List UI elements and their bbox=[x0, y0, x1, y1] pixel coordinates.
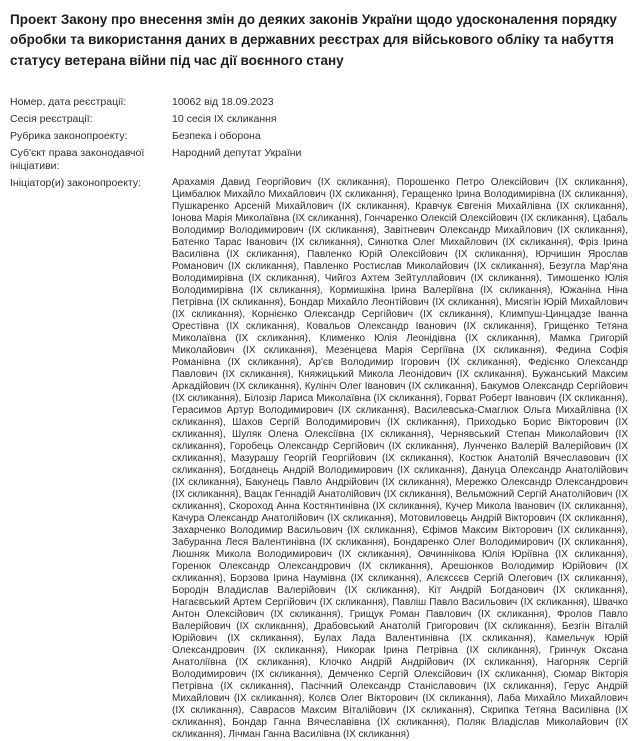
field-row-rubric bbox=[10, 130, 628, 143]
initiators-list: Арахамія Давид Георгійович (ІХ скликання), Порошенко Петро Олексійович (ІХ скликання), Цимбалюк Михайло Михайлович (ІХ скликання), Геращенко Ірина Володимирівна (ІХ скликання), Пушкаренко Арсеній Михайлович (ІХ скликання), Кравчук Євгенія Михайлівна (ІХ скликання), Іонова Марія Миколаївна (ІХ скликання), Гончаренко Олексій Олексійович (ІХ скликання), Цабаль Володимир Володимирович (ІХ скликання), Завітневич Олександр Михайлович (ІХ скликання), Батенко Тарас Іванович (ІХ скликання), Синютка Олег Михайлович (ІХ скликання), Фріз Ірина Василівна (ІХ скликання), Павленко Юрій Олексійович (ІХ скликання), Юрчишин Ярослав Романович (ІХ скликання), Павленко Ростислав Миколайович (ІХ скликання), Безугла Мар'яна Володимирівна (ІХ скликання), Чийгоз Ахтем Зейтуллайович (ІХ скликання), Тимошенко Юлія Володимирівна (ІХ скликання), Кормишкіна Ірина Валеріївна (ІХ скликання), Южаніна Ніна Петрівна (ІХ скликання), Бондар Михайло Леонтійович (ІХ скликання), Мисягін Юрій Михайлович (ІХ скликання), Корнієнко Олександр Сергійович (ІХ скликання), Климпуш-Цинцадзе Іванна Орестівна (ІХ скликання), Ковальов Олександр Іванович (ІХ скликання), Грищенко Тетяна Миколаївна (ІХ скликання), Клименко Юлія Леонідівна (ІХ скликання), Мамка Григорій Миколайович (ІХ скликання), Мезенцева Марія Сергіївна (ІХ скликання), Федина Софія Романівна (ІХ скликання), Ар'єв Володимир Ігорович (ІХ скликання), Федієнко Олександр Павлович (ІХ скликання), Княжицький Микола Леонідович (ІХ скликання), Бужанський Максим Аркадійович (ІХ скликання), Кулініч Олег Іванович (ІХ скликання), Бакумов Олександр Сергійович (ІХ скликання), Білозір Лариса Миколаївна (ІХ скликання), Горват Роберт Іванович (ІХ скликання), Герасимов Артур Володимирович (ІХ скликання), Василевська-Смаглюк Ольга Михайлівна (ІХ скликання), Шахов Сергій Володимирович (ІХ скликання), Приходько Борис Вікторович (ІХ скликання), Шуляк Олена Олексіївна (ІХ скликання), Чернявський Степан Миколайович (ІХ скликання), Горобець Олександр Сергійович (ІХ скликання), Лунченко Валерій Валерійович (ІХ скликання), Мазурашу Георгій Георгійович (ІХ скликання), Костюк Анатолій Вячеславович (ІХ скликання), Богданець Андрій Володимирович (ІХ скликання), Дануца Олександр Анатолійович (ІХ скликання), Бакунець Павло Андрійович (ІХ скликання), Мережко Олександр Олександрович (ІХ скликання), Вацак Геннадій Анатолійович (ІХ скликання), Вельможний Сергій Анатолійович (ІХ скликання), Скороход Анна Костянтинівна (ІХ скликання), Кучер Микола Іванович (ІХ скликання), Качура Олександр Анатолійович (ІХ скликання), Мотовиловець Андрій Вікторович (ІХ скликання), Захарченко Володимир Васильович (ІХ скликання), Єфімов Максим Вікторович (ІХ скликання), Забуранна Леся Валентинівна (ІХ скликання), Бондаренко Олег Володимирович (ІХ скликання), Люшняк Микола Володимирович (ІХ скликання), Овчиннікова Юлія Юріївна (ІХ скликання), Горенюк Олександр Олександрович (ІХ скликання), Арешонков Володимир Юрійович (ІХ скликання), Борзова Ірина Наумівна (ІХ скликання), Алєксєєв Сергій Олегович (ІХ скликання), Бородін Владислав Валерійович (ІХ скликання), Кіт Андрій Богданович (ІХ скликання), Нагаєвський Артем Сергійович (ІХ скликання), Павліш Павло Васильович (ІХ скликання), Швачко Антон Олексійович (ІХ скликання), Грищук Роман Павлович (ІХ скликання), Фролов Павло Валерійович (ІХ скликання), Драбовський Анатолій Григорович (ІХ скликання), Безгін Віталій Юрійович (ІХ скликання), Булах Лада Валентинівна (ІХ скликання), Камельчук Юрій Олександрович (ІХ скликання), Никорак Ірина Петрівна (ІХ скликання), Гринчук Оксана Анатоліївна (ІХ скликання), Клочко Андрій Андрійович (ІХ скликання), Нагорняк Сергій Володимирович (ІХ скликання), Демченко Сергій Олексійович (ІХ скликання), Сюмар Вікторія Петрівна (ІХ скликання), Пасічний Олександр Станіславович (ІХ скликання), Герус Андрій Михайлович (ІХ скликання), Колєв Олег Вікторович (ІХ скликання), Лаба Михайло Михайлович (ІХ скликання), Саврасов Максим Віталійович (ІХ скликання), Скрипка Тетяна Василівна (ІХ скликання), Бондар Ганна Вячеславівна (ІХ скликання), Поляк Владіслав Миколайович (ІХ скликання), Лічман Ганна Василівна (ІХ скликання) bbox=[172, 176, 628, 740]
bill-fields bbox=[10, 96, 628, 741]
registration-label: Номер, дата реєстрації: bbox=[10, 95, 127, 108]
field-row-session bbox=[10, 113, 628, 126]
initiative-subject-label: Суб'єкт права законодавчої ініціативи: bbox=[10, 146, 145, 172]
field-row-registration bbox=[10, 96, 628, 109]
rubric-value: Безпека і оборона bbox=[172, 129, 261, 142]
bill-title: Проект Закону про внесення змін до деяких законів України щодо удосконалення порядку обробки та використання даних в державних реєстрах для військового обліку та набуття статусу ветерана війни під час дії воєнного стану bbox=[10, 12, 617, 68]
initiators-label: Ініціатор(и) законопроекту: bbox=[10, 176, 142, 189]
session-value: 10 сесія ІХ скликання bbox=[172, 112, 277, 125]
field-row-initiative-subject bbox=[10, 147, 628, 173]
registration-value: 10062 від 18.09.2023 bbox=[172, 95, 274, 108]
rubric-label: Рубрика законопроекту: bbox=[10, 129, 128, 142]
initiative-subject-value: Народний депутат України bbox=[172, 146, 302, 159]
field-row-initiators bbox=[10, 177, 628, 741]
session-label: Сесія реєстрації: bbox=[10, 112, 93, 125]
